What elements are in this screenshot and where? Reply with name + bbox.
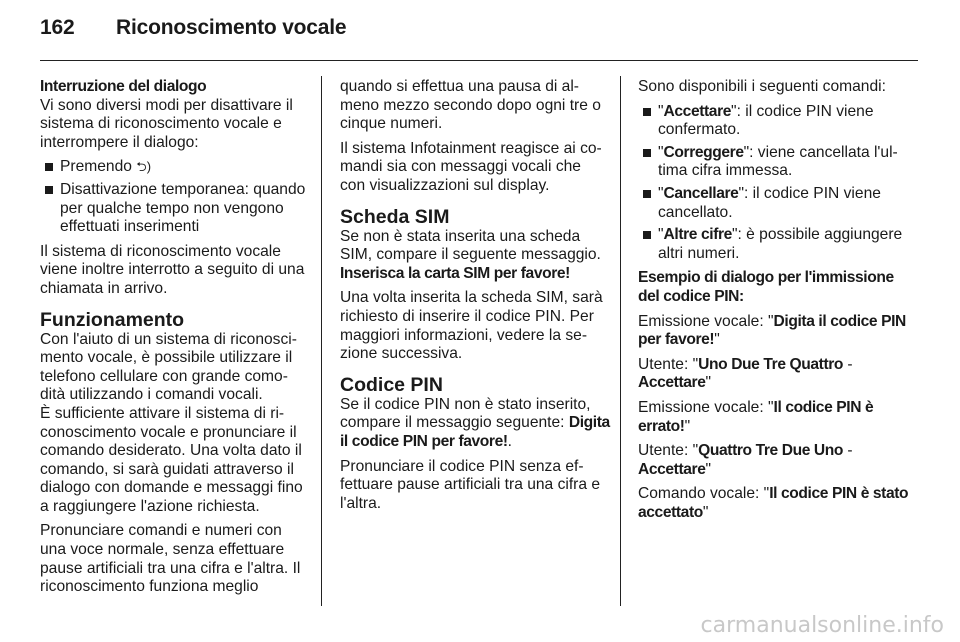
- dialog-line: Utente: "Uno Due Tre Quattro - Accettare": [638, 355, 853, 392]
- pin-message: Digita il codice PIN per favore!: [340, 414, 610, 450]
- section-heading-pin: Codice PIN: [340, 373, 443, 396]
- column-1: [40, 78, 312, 603]
- interrupt-list: [40, 158, 312, 236]
- example-heading: Esempio di dialogo per l'immissione del codice PIN:: [638, 269, 894, 305]
- column-3: [638, 78, 914, 528]
- paragraph-cont-2: Il sistema Infotainment reagisce ai co- mandi sia con messaggi vocali che con visualizzazioni sul display.: [340, 139, 602, 194]
- dialog-line: Emissione vocale: "Digita il codice PIN per favore!": [638, 312, 906, 349]
- bullet-icon: [643, 108, 651, 116]
- paragraph-func-2: È sufficiente attivare il sistema di ri- conoscimento vocale e pronunciare il comando desiderato. Una volta dato il comando, si sarà guidati attraverso il dialogo con domande e messaggi fino a raggiungere l'azione richiesta.: [40, 404, 303, 515]
- bullet-icon: [45, 163, 53, 171]
- paragraph-cont-1: quando si effettua una pausa di al- meno mezzo secondo dopo ogni tre o cinque numeri.: [340, 78, 601, 133]
- sim-message: Inserisca la carta SIM per favore!: [340, 264, 570, 282]
- paragraph-sim-2: Una volta inserita la scheda SIM, sarà richiesto di inserire il codice PIN. Per maggiori informazioni, vedere la se- zione successiva.: [340, 289, 603, 363]
- section-heading-interrupt: Interruzione del dialogo: [40, 78, 207, 95]
- bullet-text: Disattivazione temporanea: quando per qualche tempo non vengono effettuati inserimenti: [60, 180, 306, 236]
- list-item: "Cancellare": il codice PIN viene cancellato.: [638, 185, 914, 222]
- voice-button-icon: ⮌): [136, 159, 152, 175]
- bullet-icon: [45, 186, 53, 194]
- bullet-text: Premendo: [60, 158, 132, 176]
- watermark: carmanualsonline.info: [700, 613, 944, 638]
- page-header: [40, 16, 346, 40]
- paragraph-pin-2: Pronunciare il codice PIN senza ef- fettuare pause artificiali tra una cifra e l'altra.: [340, 457, 601, 512]
- paragraph-func-1: Con l'aiuto di un sistema di riconosci- mento vocale, è possibile utilizzare il telefono cellulare con grande como- dità utilizzando i comandi vocali.: [40, 330, 297, 404]
- list-item: [40, 158, 312, 177]
- list-item: "Accettare": il codice PIN viene confermato.: [638, 103, 914, 140]
- list-item: [40, 181, 312, 237]
- bullet-icon: [643, 231, 651, 239]
- paragraph-interrupt: Vi sono diversi modi per disattivare il sistema di riconoscimento vocale e interrompere il dialogo:: [40, 96, 293, 151]
- paragraph-commands: Sono disponibili i seguenti comandi:: [638, 78, 886, 95]
- bullet-icon: [643, 190, 651, 198]
- header-rule: [40, 60, 918, 61]
- paragraph-sim-1: Se non è stata inserita una scheda SIM, compare il seguente messaggio. Inserisca la carta SIM per favore!: [340, 227, 601, 282]
- command-list: [638, 103, 914, 264]
- section-heading-func: Funzionamento: [40, 308, 185, 331]
- column-2: [340, 78, 610, 519]
- list-item: "Altre cifre": è possibile aggiungere altri numeri.: [638, 226, 914, 263]
- column-divider-2: [620, 76, 621, 606]
- column-divider-1: [321, 76, 322, 606]
- dialog-line: Comando vocale: "Il codice PIN è stato accettato": [638, 485, 909, 521]
- dialog-line: Utente: "Quattro Tre Due Uno - Accettare": [638, 442, 853, 478]
- dialog-line: Emissione vocale: "Il codice PIN è errato!": [638, 398, 874, 435]
- page-number: 162: [40, 16, 75, 39]
- page-title: Riconoscimento vocale: [116, 16, 347, 39]
- paragraph-pin-1: Se il codice PIN non è stato inserito, compare il messaggio seguente: Digita il codice PIN per favore!.: [340, 395, 610, 450]
- bullet-icon: [643, 149, 651, 157]
- paragraph-func-3: Pronunciare comandi e numeri con una voce normale, senza effettuare pause artificiali tra una cifra e l'altra. Il riconoscimento funziona meglio: [40, 522, 301, 596]
- list-item: "Correggere": viene cancellata l'ul- tima cifra immessa.: [638, 144, 914, 181]
- section-heading-sim: Scheda SIM: [340, 205, 450, 228]
- paragraph-call: Il sistema di riconoscimento vocale viene inoltre interrotto a seguito di una chiamata in arrivo.: [40, 242, 305, 297]
